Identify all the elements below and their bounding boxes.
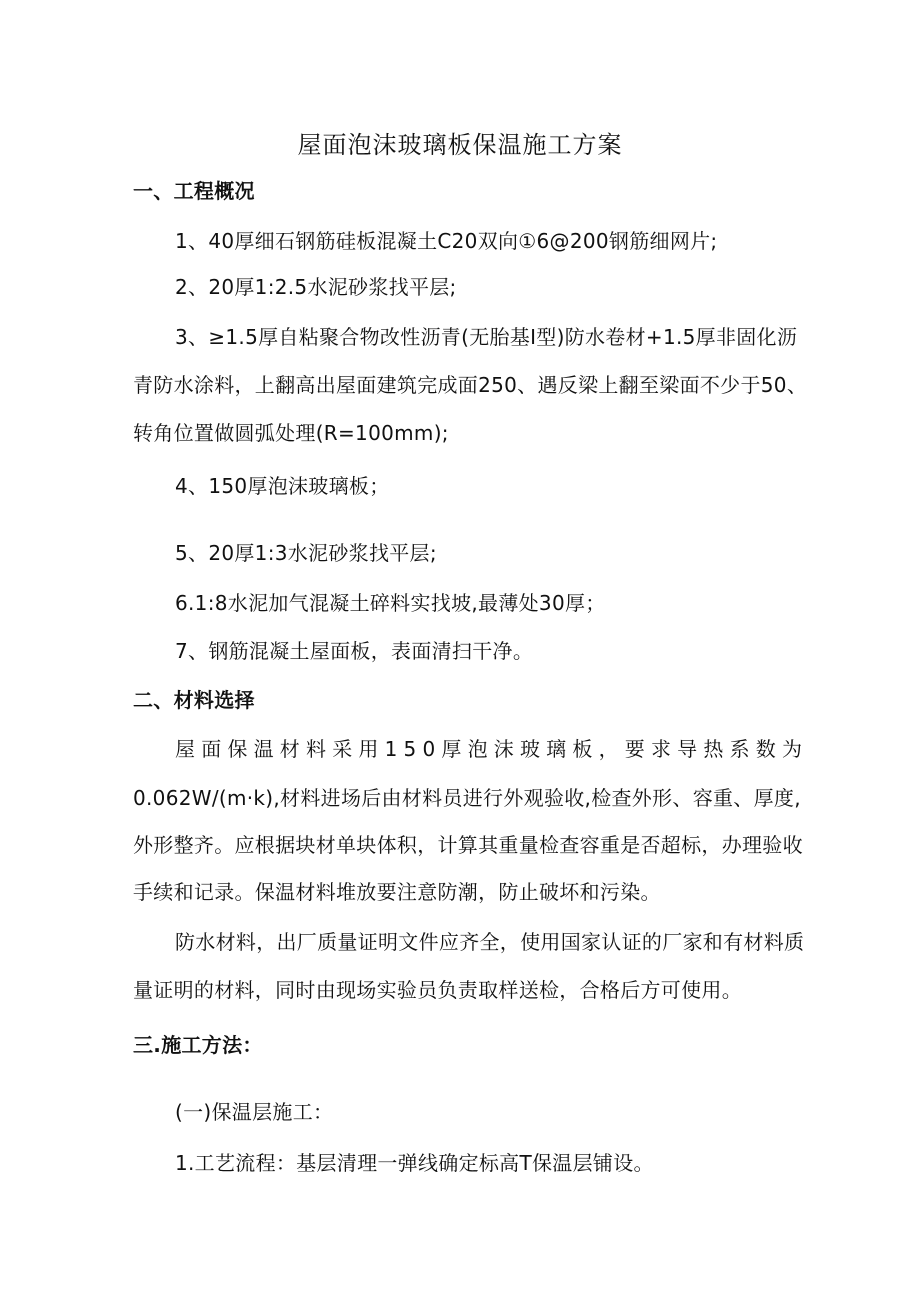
overview-item-4: 4、150厚泡沫玻璃板； (175, 474, 390, 498)
overview-item-1: 1、40厚细石钢筋硅板混凝土C20双向①6@200钢筋细网片; (175, 229, 718, 253)
overview-item-3-line-2: 青防水涂料，上翻高出屋面建筑完成面250、遇反梁上翻至梁面不少于50、 (133, 373, 808, 397)
overview-item-3-line-3: 转角位置做圆弧处理(R=100mm); (133, 421, 449, 445)
overview-item-2: 2、20厚1:2.5水泥砂浆找平层; (175, 275, 457, 299)
materials-para-2-line-2: 量证明的材料，同时由现场实验员负责取样送检，合格后方可使用。 (133, 978, 742, 1002)
section-heading-overview: 一、工程概况 (133, 179, 255, 203)
overview-item-5: 5、20厚1:3水泥砂浆找平层; (175, 541, 437, 565)
materials-para-1-line-3: 外形整齐。应根据块材单块体积，计算其重量检查容重是否超标，办理验收 (133, 833, 803, 857)
materials-para-1-line-2: 0.062W/(m·k),材料进场后由材料员进行外观验收,检查外形、容重、厚度, (133, 786, 801, 810)
materials-para-1-line-4: 手续和记录。保温材料堆放要注意防潮，防止破坏和污染。 (133, 880, 661, 904)
overview-item-7: 7、钢筋混凝土屋面板，表面清扫干净。 (175, 639, 534, 663)
materials-para-1-line-1: 屋面保温材料采用150厚泡沫玻璃板，要求导热系数为 (175, 737, 809, 761)
section-heading-materials: 二、材料选择 (133, 688, 255, 712)
methods-step-1: 1.工艺流程：基层清理一弹线确定标高T保温层铺设。 (175, 1151, 654, 1175)
section-heading-methods: 三.施工方法： (133, 1033, 263, 1057)
materials-para-2-line-1: 防水材料，出厂质量证明文件应齐全，使用国家认证的厂家和有材料质 (175, 930, 805, 954)
overview-item-6: 6.1:8水泥加气混凝土碎料实找坡,最薄处30厚； (175, 591, 606, 615)
methods-subsection-1: (一)保温层施工： (175, 1100, 334, 1124)
document-title: 屋面泡沫玻璃板保温施工方案 (297, 131, 623, 159)
overview-item-3-line-1: 3、≥1.5厚自粘聚合物改性沥青(无胎基I型)防水卷材+1.5厚非固化沥 (175, 325, 798, 349)
